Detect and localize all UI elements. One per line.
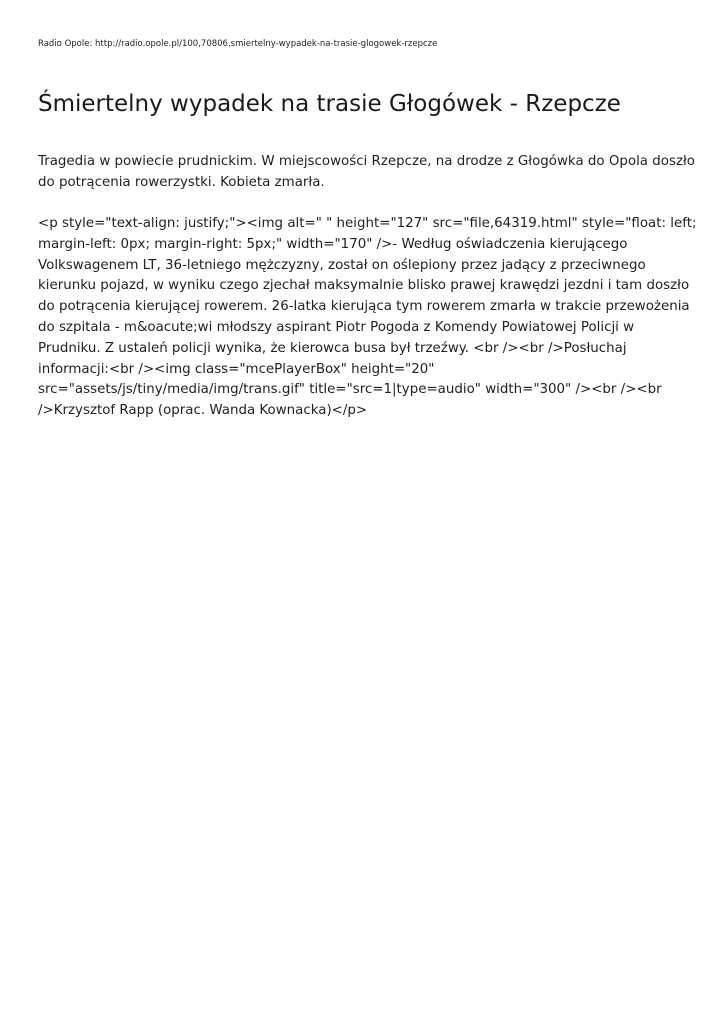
- body-line: Prudniku. Z ustaleń policji wynika, że kierowca busa był trzeźwy. <br /><br />Posłuchaj: [38, 340, 627, 356]
- article-body: [38, 214, 697, 422]
- body-line: margin-left: 0px; margin-right: 5px;" width="170" />- Według oświadczenia kierującego: [38, 236, 628, 252]
- body-line: do szpitala - m&oacute;wi młodszy aspirant Piotr Pogoda z Komendy Powiatowej Policji w: [38, 319, 635, 335]
- body-line: do potrącenia kierującej rowerem. 26-latka kierująca tym rowerem zmarła w trakcie przewożenia: [38, 299, 690, 315]
- body-line: <p style="text-align: justify;"><img alt=" " height="127" src="file,64319.html" style="float: left;: [38, 216, 697, 231]
- article-lead: [38, 151, 693, 193]
- lead-line: Tragedia w powiecie prudnickim. W miejscowości Rzepcze, na drodze z Głogówka do Opola doszło: [38, 154, 695, 169]
- body-line: kierunku pojazd, w wyniku czego zjechał maksymalnie blisko prawej krawędzi jezdni i tam doszło: [38, 278, 690, 294]
- body-line: src="assets/js/tiny/media/img/trans.gif" title="src=1|type=audio" width="300" /><br /><br: [38, 382, 662, 398]
- body-line: informacji:<br /><img class="mcePlayerBox" height="20": [38, 361, 435, 377]
- lead-line: do potrącenia rowerzystki. Kobieta zmarła.: [38, 175, 325, 190]
- body-line: Volkswagenem LT, 36-letniego mężczyzny, został on oślepiony przez jadący z przeciwnego: [38, 257, 646, 273]
- source-url-line: Radio Opole: http://radio.opole.pl/100,70806,smiertelny-wypadek-na-trasie-glogowek-rzepcze: [38, 39, 438, 49]
- body-line: />Krzysztof Rapp (oprac. Wanda Kownacka)</p>: [38, 403, 368, 419]
- article-title: Śmiertelny wypadek na trasie Głogówek - Rzepcze: [38, 91, 621, 117]
